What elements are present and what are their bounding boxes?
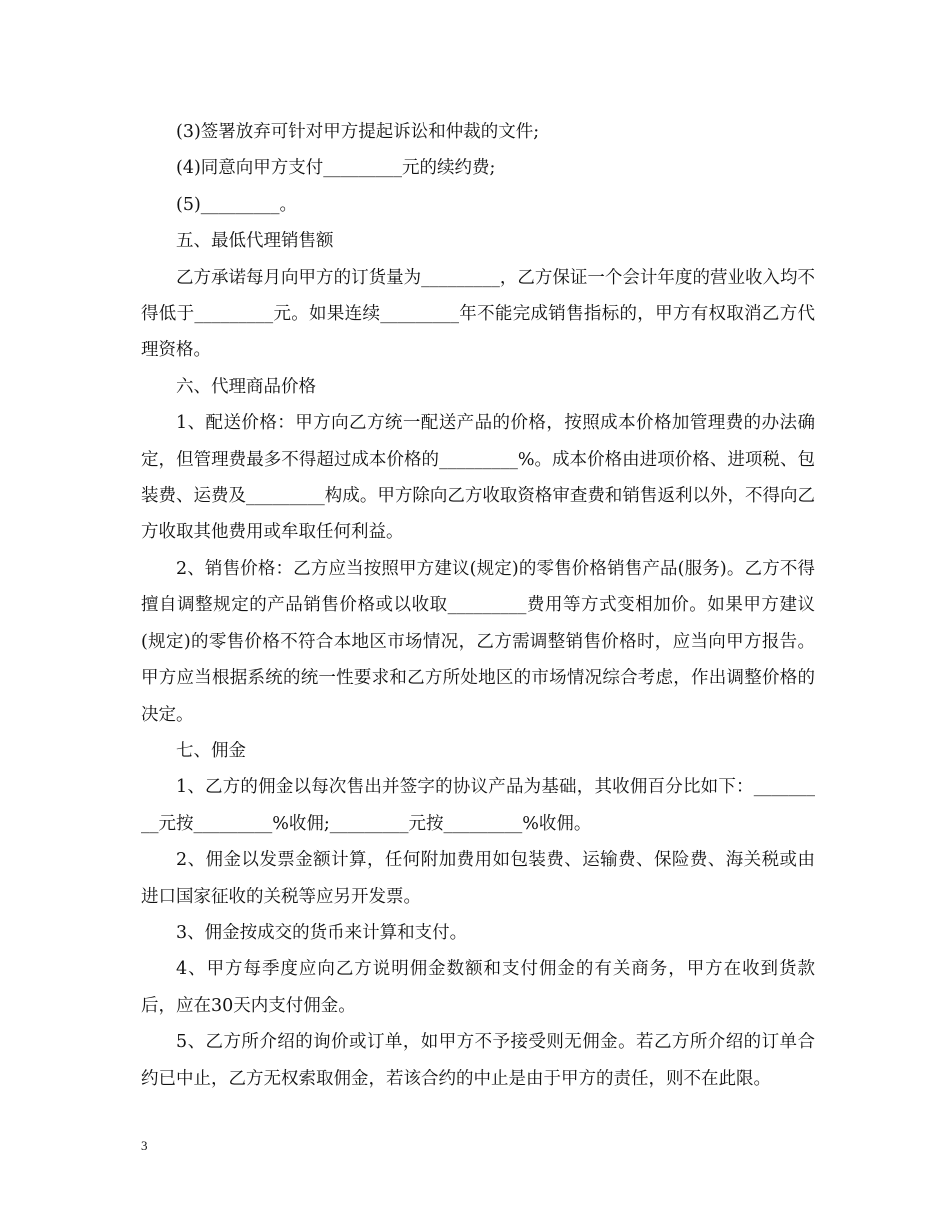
section-heading-commission: 七、佣金: [176, 740, 246, 761]
page-number: 3: [141, 1138, 148, 1153]
clause-item-3: (3)签署放弃可针对甲方提起诉讼和仲裁的文件;: [176, 122, 540, 142]
commission-rate-paragraph: 1、乙方的佣金以每次售出并签字的协议产品为基础，其收佣百分比如下：_________元按_________%收佣;_________元按_________%收佣。: [141, 777, 815, 834]
minimum-sales-paragraph: 乙方承诺每月向甲方的订货量为_________，乙方保证一个会计年度的营业收入均不得低于_________元。如果连续_________年不能完成销售指标的，甲方有权取消乙方代理资格。: [141, 267, 815, 361]
commission-invoice-paragraph: 2、佣金以发票金额计算，任何附加费用如包装费、运输费、保险费、海关税或由进口国家征收的关税等应另开发票。: [141, 850, 815, 907]
section-heading-product-price: 六、代理商品价格: [176, 376, 316, 397]
document-body: [141, 114, 815, 1097]
commission-exclusion-paragraph: 5、乙方所介绍的询价或订单，如甲方不予接受则无佣金。若乙方所介绍的订单合约已中止，乙方无权索取佣金，若该合约的中止是由于甲方的责任，则不在此限。: [141, 1032, 815, 1089]
commission-currency-paragraph: 3、佣金按成交的货币来计算和支付。: [176, 922, 468, 943]
clause-item-4: (4)同意向甲方支付_________元的续约费;: [176, 158, 496, 179]
sales-price-paragraph: 2、销售价格：乙方应当按照甲方建议(规定)的零售价格销售产品(服务)。乙方不得擅自调整规定的产品销售价格或以收取_________费用等方式变相加价。如果甲方建议(规定)的零售价格不符合本地区市场情况，乙方需调整销售价格时，应当向甲方报告。甲方应当根据系统的统一性要求和乙方所处地区的市场情况综合考虑，作出调整价格的决定。: [141, 558, 815, 725]
delivery-price-paragraph: 1、配送价格：甲方向乙方统一配送产品的价格，按照成本价格加管理费的办法确定，但管理费最多不得超过成本价格的_________%。成本价格由进项价格、进项税、包装费、运费及_________构成。甲方除向乙方收取资格审查费和销售返利以外，不得向乙方收取其他费用或牟取任何利益。: [141, 413, 815, 543]
clause-item-5: (5)_________。: [176, 194, 298, 215]
section-heading-minimum-sales: 五、最低代理销售额: [176, 231, 334, 252]
commission-payment-paragraph: 4、甲方每季度应向乙方说明佣金数额和支付佣金的有关商务，甲方在收到货款后，应在30天内支付佣金。: [141, 959, 815, 1016]
